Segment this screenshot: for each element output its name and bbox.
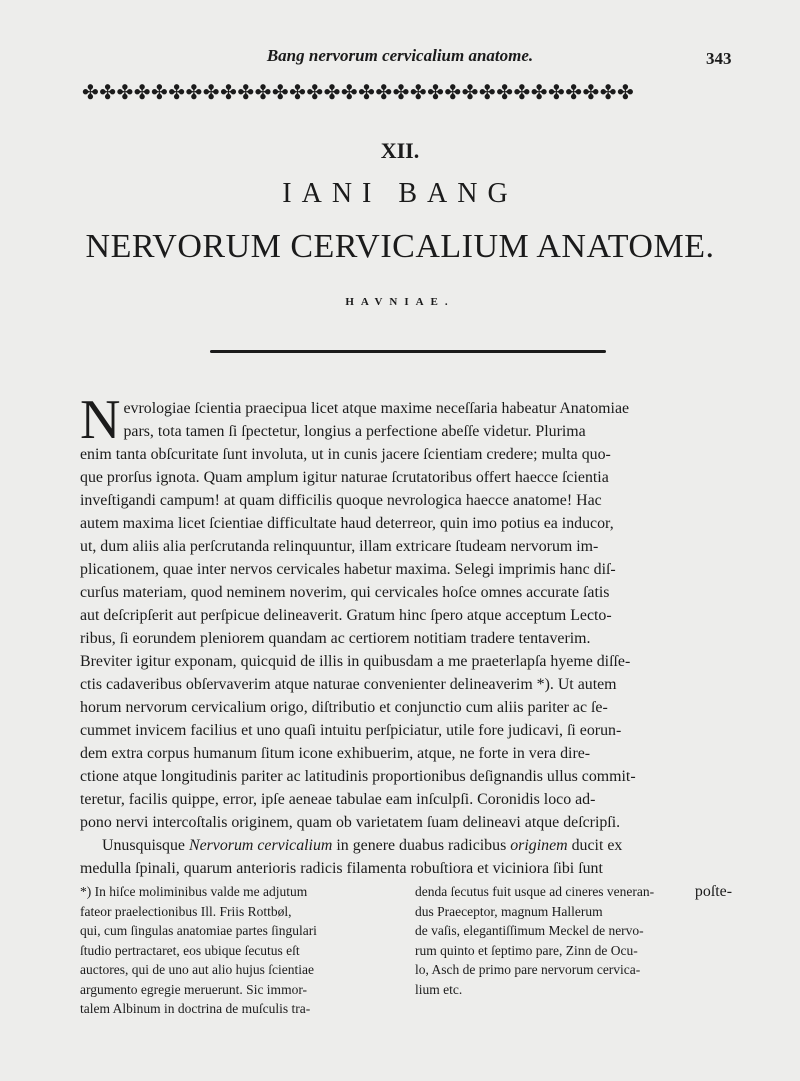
text-line: horum nervorum cervicalium origo, diſtributio et conjunctio cum aliis pariter ac ſe-: [80, 699, 608, 716]
text-line: cummet invicem facilius et uno quaſi intuitu perſpiciatur, utile fore judicavi, ſi eorun-: [80, 722, 622, 739]
title-rule: [210, 350, 606, 353]
ornament-border: ✤✤✤✤✤✤✤✤✤✤✤✤✤✤✤✤✤✤✤✤✤✤✤✤✤✤✤✤✤✤✤✤: [82, 82, 635, 104]
drop-cap: N: [80, 389, 121, 451]
running-title: Bang nervorum cervicalium anatome.: [266, 46, 534, 65]
footnote-line: lo, Asch de primo pare nervorum cervica-: [415, 962, 641, 977]
text-line: autem maxima licet ſcientiae difficultate haud deterreor, quin imo potius ea inducor,: [80, 515, 614, 532]
catchword: poſte-: [694, 883, 732, 900]
text-line: evrologiae ſcientia praecipua licet atque maxime neceſſaria habeatur Anatomiae: [123, 400, 630, 417]
paragraph-two-first-line: Unusquisque Nervorum cervicalium in genere duabus radicibus originem ducit ex: [102, 837, 623, 854]
text-line: ut, dum aliis alia perſcrutanda relinquuntur, illam extricare ſtudeam nervorum im-: [80, 538, 599, 555]
text-line: pono nervi intercoſtalis originem, quam ob varietatem ſuam delineavi atque deſcripſi.: [80, 814, 621, 831]
italic-term: Nervorum cervicalium: [188, 837, 333, 854]
text-line: ctis cadaveribus obſervaverim atque naturae convenienter delineaverim *). Ut autem: [80, 676, 617, 693]
footnote-line: argumento egregie meruerunt. Sic immor-: [80, 981, 308, 997]
text-line: pars, tota tamen ſi ſpectetur, longius a perfectione abeſſe videtur. Plurima: [123, 423, 586, 440]
footnote-right-column: [415, 882, 732, 1019]
text-line: dem extra corpus humanum ſitum icone exhibuerim, atque, ne forte in vera dire-: [80, 745, 591, 762]
text-line: medulla ſpinali, quarum anterioris radicis filamenta robuſtiora et viciniora ſibi ſunt: [80, 860, 603, 877]
text-line: inveſtigandi campum! at quam difficilis quoque nevrologica haecce anatome! Hac: [80, 492, 602, 509]
text-line: Breviter igitur exponam, quicquid de illis in quibusdam a me praeterlapſa hyeme diſſe-: [80, 653, 631, 670]
text-line: enim tanta obſcuritate ſunt involuta, ut in cunis jacere ſcientiam credere; multa quo-: [80, 446, 611, 463]
footnote-line: ſtudio pertractaret, eos ubique ſecutus eſt: [80, 942, 300, 958]
footnote-line: de vaſis, elegantiſſimum Meckel de nervo-: [415, 923, 644, 938]
section-number: XII.: [380, 138, 420, 163]
footnote-line: qui, cum ſingulas anatomiae partes ſingulari: [80, 923, 317, 938]
text-line: teretur, facilis quippe, error, ipſe aeneae tabulae eam inſculpſi. Coronidis loco ad-: [80, 791, 596, 808]
text-line: plicationem, quae inter nervos cervicales habetur maxima. Selegi imprimis hanc diſ-: [80, 561, 616, 578]
body-text: [80, 389, 732, 903]
footnote-line: lium etc.: [415, 981, 463, 997]
footnote: [80, 882, 732, 1019]
author-name: IANI BANG: [282, 178, 518, 209]
text-line: ctione atque longitudinis pariter ac latitudinis proportionibus deſignandis ullus commit-: [80, 768, 636, 785]
footnote-left-column: [80, 882, 397, 1019]
footnote-line: fateor praelectionibus Ill. Friis Rottbøl,: [80, 903, 292, 919]
italic-term: originem: [510, 837, 568, 854]
text-line: que prorſus ignota. Quam amplum igitur naturae ſcrutatoribus offert haecce ſcientia: [80, 469, 609, 486]
footnote-line: talem Albinum in doctrina de muſculis tra-: [80, 1001, 311, 1016]
text-line: curſus materiam, quod neminem noverim, qui cervicales hoſce omnes accurate ſatis: [80, 584, 610, 601]
footnote-line: denda ſecutus fuit usque ad cineres veneran-: [415, 884, 655, 899]
article-title: NERVORUM CERVICALIUM ANATOME.: [85, 228, 715, 265]
footnote-line: dus Praeceptor, magnum Hallerum: [415, 903, 603, 919]
footnote-line: rum quinto et ſeptimo pare, Zinn de Ocu-: [415, 942, 638, 958]
opening-lines: [80, 389, 732, 451]
text-line: aut deſcripſerit aut perſpicue delineaverit. Gratum hinc ſpero atque acceptum Lecto-: [80, 607, 612, 624]
footnote-line: auctores, qui de uno aut alio hujus ſcientiae: [80, 962, 314, 977]
page-number: 343: [706, 49, 732, 68]
place-of-publication: HAVNIAE.: [345, 296, 455, 308]
text-line: ribus, ſi eorundem pleniorem quandam ac certiorem notitiam tradere tentaverim.: [80, 630, 591, 647]
footnote-line: *) In hiſce moliminibus valde me adjutum: [80, 884, 308, 899]
